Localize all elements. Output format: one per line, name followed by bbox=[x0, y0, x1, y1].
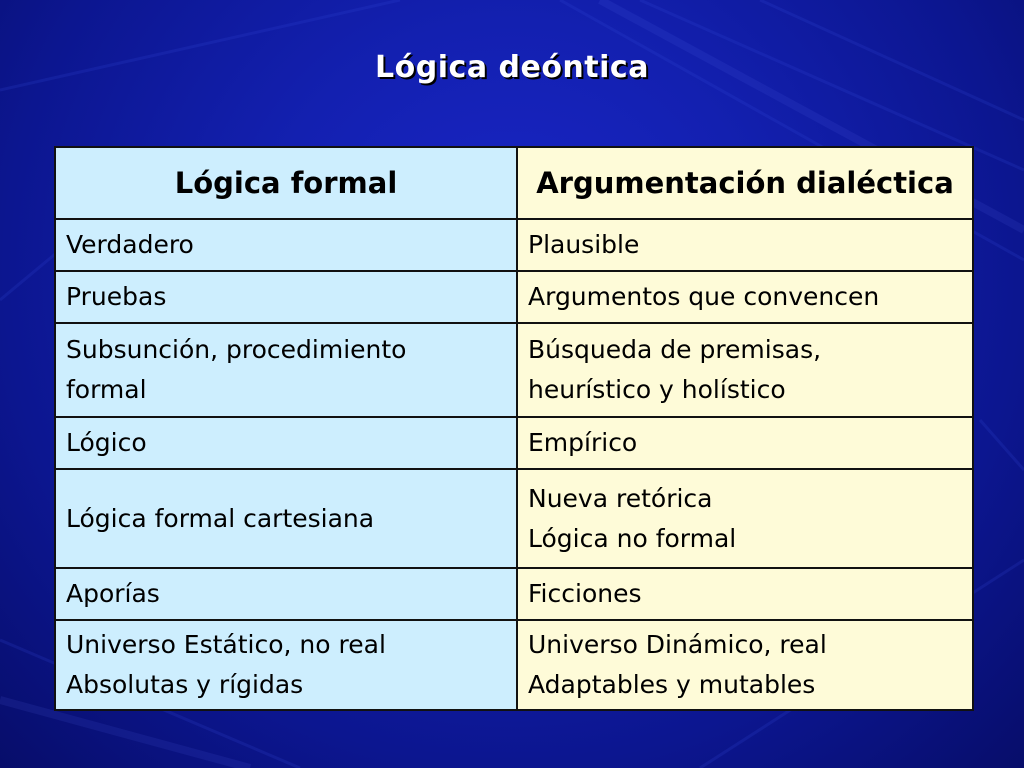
cell-text: Lógico bbox=[66, 428, 147, 457]
left-cell bbox=[55, 568, 517, 620]
cell-text: Verdadero bbox=[66, 230, 194, 259]
cell-text: Lógica no formal bbox=[528, 523, 737, 553]
comparison-table bbox=[54, 146, 974, 711]
table-row bbox=[55, 219, 973, 271]
left-cell bbox=[55, 219, 517, 271]
cell-text: Pruebas bbox=[66, 282, 167, 311]
table-row bbox=[55, 620, 973, 710]
left-cell bbox=[55, 620, 517, 710]
table-row bbox=[55, 323, 973, 417]
table-row bbox=[55, 271, 973, 323]
cell-text: Adaptables y mutables bbox=[528, 670, 816, 699]
right-cell bbox=[517, 219, 973, 271]
table-row bbox=[55, 469, 973, 568]
cell-text: formal bbox=[66, 375, 147, 404]
table-row bbox=[55, 417, 973, 469]
right-cell bbox=[517, 620, 973, 710]
cell-text: Universo Dinámico, real bbox=[528, 630, 827, 659]
cell-text: Universo Estático, no real bbox=[66, 630, 386, 659]
cell-text: Búsqueda de premisas, bbox=[528, 335, 822, 364]
table-row bbox=[55, 568, 973, 620]
cell-text: Subsunción, procedimiento bbox=[66, 335, 407, 364]
right-cell bbox=[517, 469, 973, 568]
cell-text: Ficciones bbox=[528, 579, 642, 608]
right-cell bbox=[517, 568, 973, 620]
cell-text: Absolutas y rígidas bbox=[66, 670, 304, 699]
slide-title: Lógica deóntica bbox=[375, 50, 649, 85]
cell-text: Empírico bbox=[528, 428, 638, 457]
right-cell bbox=[517, 271, 973, 323]
header-logica-formal: Lógica formal bbox=[55, 147, 517, 219]
header-argumentacion-dialectica: Argumentación dialéctica bbox=[517, 147, 973, 219]
left-cell bbox=[55, 469, 517, 568]
table-header-row bbox=[55, 147, 973, 219]
left-cell bbox=[55, 271, 517, 323]
cell-text: heurístico y holístico bbox=[528, 375, 786, 404]
cell-text: Lógica formal cartesiana bbox=[66, 503, 375, 533]
left-cell bbox=[55, 417, 517, 469]
cell-text: Aporías bbox=[66, 579, 160, 608]
cell-text: Plausible bbox=[528, 230, 640, 259]
cell-text: Argumentos que convencen bbox=[528, 282, 880, 311]
right-cell bbox=[517, 323, 973, 417]
left-cell bbox=[55, 323, 517, 417]
right-cell bbox=[517, 417, 973, 469]
cell-text: Nueva retórica bbox=[528, 483, 713, 513]
